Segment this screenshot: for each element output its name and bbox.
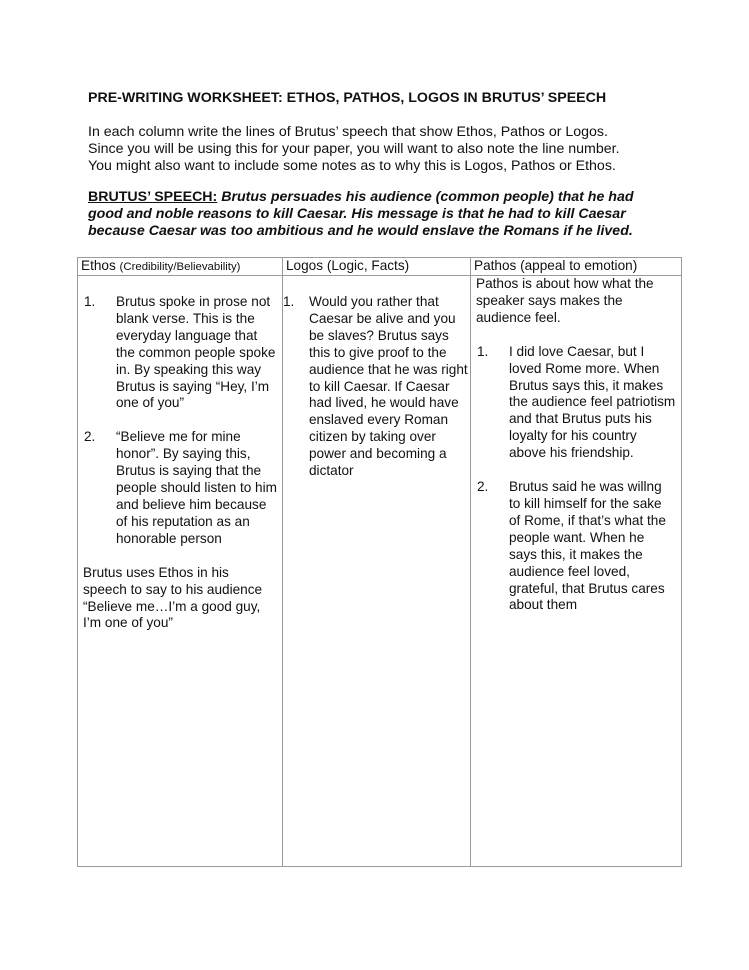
table-header-row (78, 258, 682, 276)
item-number: 2. (477, 479, 489, 495)
speech-summary (88, 189, 688, 240)
worksheet-title: PRE-WRITING WORKSHEET: ETHOS, PATHOS, LOGOS IN BRUTUS’ SPEECH (88, 90, 607, 106)
ethos-summary: Brutus uses Ethos in his speech to say to his audience “Believe me…I’m a good guy, I’m one of you” (83, 564, 263, 631)
speech-line: good and noble reasons to kill Caesar. His message is that he had to kill Caesar (88, 206, 626, 222)
ethos-cell[interactable] (78, 276, 283, 867)
header-ethos (78, 258, 283, 276)
list-item (78, 294, 282, 412)
list-item (471, 479, 681, 614)
pathos-cell[interactable] (471, 276, 682, 867)
list-item (471, 344, 681, 462)
pathos-intro: Pathos is about how what the speaker says makes the audience feel. (476, 276, 654, 325)
instructions-line: Since you will be using this for your paper, you will want to also note the line number. (88, 141, 620, 157)
instructions-line: In each column write the lines of Brutus’ speech that show Ethos, Pathos or Logos. (88, 124, 608, 140)
item-text: “Believe me for mine honor”. By saying this, Brutus is saying that the people should listen to him and believe him because of his reputation as an honorable person (116, 429, 277, 546)
item-number: 1. (477, 343, 489, 359)
item-text: I did love Caesar, but I loved Rome more. When Brutus says this, it makes the audience feel patriotism and that Brutus puts his loyalty for his country above his friendship. (509, 343, 676, 461)
item-number: 1. (84, 294, 96, 309)
logos-cell[interactable] (283, 276, 471, 867)
header-ethos-sublabel: (Credibility/Believability) (119, 261, 241, 273)
header-ethos-label: Ethos (81, 258, 120, 273)
list-item (78, 429, 282, 547)
speech-label: BRUTUS’ SPEECH: (88, 189, 218, 205)
speech-line: because Caesar was too ambitious and he would enslave the Romans if he lived. (88, 223, 633, 239)
table-row (78, 276, 682, 867)
item-text: Brutus said he was willng to kill himself for the sake of Rome, if that’s what the people want. When he says this, it makes the audience feel loved, grateful, that Brutus cares about them (509, 479, 666, 613)
instructions (88, 124, 688, 175)
epl-table (77, 257, 682, 867)
item-number: 2. (84, 429, 96, 445)
speech-line: Brutus persuades his audience (common people) that he had (217, 189, 634, 205)
header-logos: Logos (Logic, Facts) (283, 258, 471, 276)
item-number: 1. (283, 294, 295, 309)
item-text: Brutus spoke in prose not blank verse. This is the everyday language that the common people spoke in. By speaking this way Brutus is saying “Hey, I’m one of you” (116, 294, 276, 411)
item-text: Would you rather that Caesar be alive and you be slaves? Brutus says this to give proof to the audience that he was right to kill Caesar. If Caesar had lived, he would have enslaved every Roman citizen by taking over power and becoming a dictator (309, 294, 468, 479)
header-pathos: Pathos (appeal to emotion) (471, 258, 682, 276)
list-item (283, 294, 470, 480)
instructions-line: You might also want to include some notes as to why this is Logos, Pathos or Ethos. (88, 158, 616, 174)
